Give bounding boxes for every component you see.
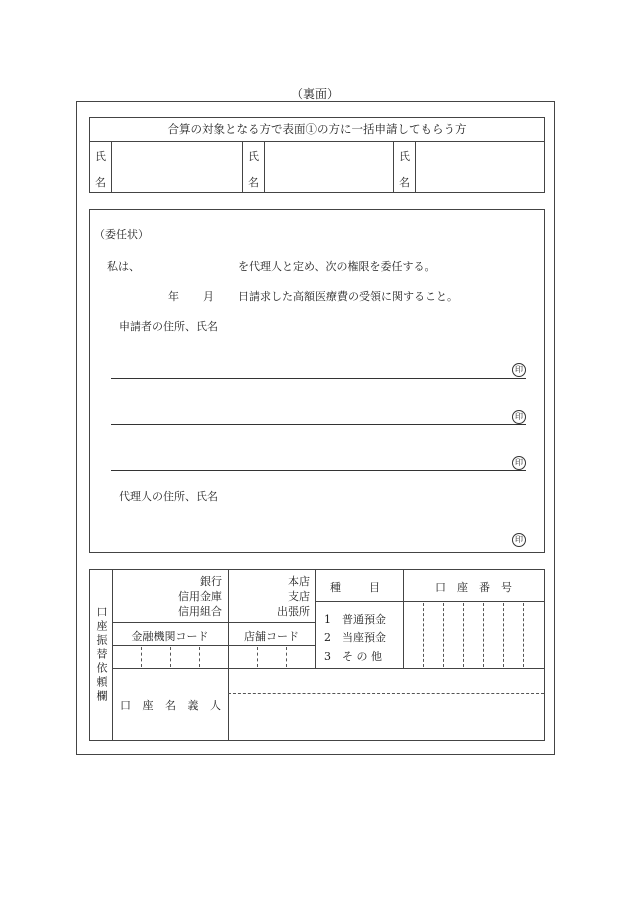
- divider: [112, 622, 315, 623]
- branch-code-input[interactable]: [229, 646, 315, 668]
- branch-type-branch: 支店: [288, 590, 310, 603]
- name-label-2-bottom: 名: [248, 176, 259, 189]
- seal-mark: 印: [512, 410, 526, 424]
- account-type-header: 種 目: [330, 581, 382, 594]
- seal-mark: 印: [512, 533, 526, 547]
- name-label-3-top: 氏: [399, 150, 410, 163]
- joint-application-table: [89, 117, 545, 193]
- agent-name-blank[interactable]: [142, 256, 234, 272]
- name-field-1[interactable]: [113, 142, 241, 192]
- branch-type-office: 出張所: [277, 605, 310, 618]
- applicant-signature-field-2[interactable]: [111, 396, 526, 423]
- account-holder-label: 口 座 名 義 人: [120, 699, 225, 712]
- branch-name-field[interactable]: [229, 571, 279, 621]
- account-type-current[interactable]: 2 当座預金: [324, 631, 386, 644]
- year-label: 年: [168, 290, 179, 303]
- signature-line: [111, 378, 526, 379]
- month-label: 月: [203, 290, 214, 303]
- bank-transfer-label: [90, 570, 112, 740]
- institution-type-shinkin: 信用金庫: [178, 590, 222, 603]
- agent-address-label: 代理人の住所、氏名: [119, 490, 218, 503]
- applicant-address-label: 申請者の住所、氏名: [119, 320, 218, 333]
- account-number-header: 口 座 番 号: [435, 581, 512, 594]
- account-number-input[interactable]: [404, 602, 544, 668]
- applicant-signature-field-3[interactable]: [111, 442, 526, 469]
- divider: [111, 141, 112, 192]
- page-heading: （裏面）: [290, 87, 339, 101]
- institution-type-bank: 銀行: [200, 575, 222, 588]
- institution-code-label: 金融機関コード: [131, 630, 209, 643]
- branch-type-main: 本店: [288, 575, 310, 588]
- name-label-3-bottom: 名: [399, 176, 410, 189]
- divider: [415, 141, 416, 192]
- seal-mark: 印: [512, 363, 526, 377]
- signature-line: [111, 424, 526, 425]
- divider: [242, 141, 243, 192]
- request-day-blank[interactable]: [217, 286, 237, 302]
- request-month-blank[interactable]: [182, 286, 200, 302]
- divider: [264, 141, 265, 192]
- request-year-blank[interactable]: [130, 286, 164, 302]
- account-type-other[interactable]: 3 そ の 他: [324, 650, 382, 663]
- bank-transfer-table: [89, 569, 545, 741]
- delegation-line1-suffix: を代理人と定め、次の権限を委任する。: [238, 260, 436, 273]
- account-type-ordinary[interactable]: 1 普通預金: [324, 613, 386, 626]
- delegation-box: [89, 209, 545, 553]
- bank-transfer-label-text: 口座振替依頼欄: [95, 606, 108, 704]
- account-holder-kana-field[interactable]: [229, 669, 544, 692]
- agent-signature-field[interactable]: [111, 510, 511, 546]
- delegation-line1-prefix: 私は、: [107, 260, 140, 273]
- joint-application-title: 合算の対象となる方で表面①の方に一括申請してもらう方: [90, 118, 544, 142]
- account-holder-name-field[interactable]: [229, 694, 544, 740]
- branch-code-label: 店舗コード: [244, 630, 299, 643]
- applicant-signature-field-1[interactable]: [111, 350, 526, 377]
- name-label-1-bottom: 名: [95, 176, 106, 189]
- name-field-2[interactable]: [266, 142, 392, 192]
- bank-name-field[interactable]: [113, 571, 193, 621]
- name-label-2-top: 氏: [248, 150, 259, 163]
- delegation-line2-text: 日請求した高額医療費の受領に関すること。: [238, 290, 458, 303]
- seal-mark: 印: [512, 456, 526, 470]
- divider: [315, 570, 316, 668]
- divider: [393, 141, 394, 192]
- name-label-1-top: 氏: [95, 150, 106, 163]
- name-field-3[interactable]: [417, 142, 544, 192]
- institution-code-input[interactable]: [113, 646, 228, 668]
- institution-type-credit-union: 信用組合: [178, 605, 222, 618]
- delegation-heading: （委任状）: [94, 228, 149, 241]
- signature-line: [111, 470, 526, 471]
